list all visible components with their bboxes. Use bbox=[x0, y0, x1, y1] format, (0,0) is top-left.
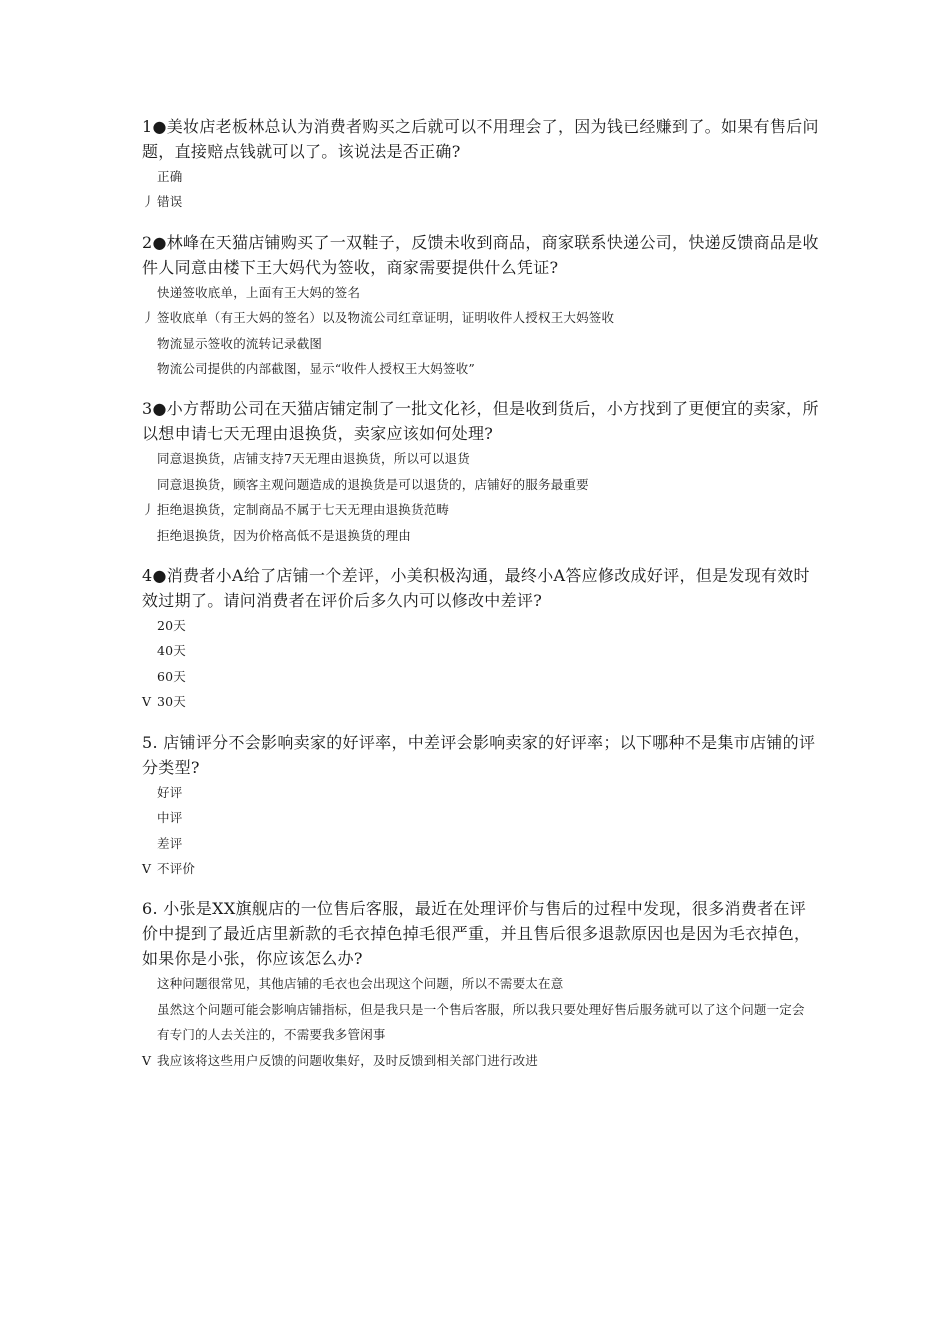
question-text: 4●消费者小A给了店铺一个差评，小美积极沟通，最终小A答应修改成好评，但是发现有效时效过期了。请问消费者在评价后多久内可以修改中差评? bbox=[142, 566, 810, 611]
option-label: 虽然这个问题可能会影响店铺指标，但是我只是一个售后客服，所以我只要处理好售后服务就可以了这个问题一定会有专门的人去关注的，不需要我多管闲事 bbox=[157, 1001, 805, 1043]
option-item bbox=[142, 446, 822, 471]
option-list bbox=[142, 164, 822, 215]
option-label: 物流公司提供的内部截图，显示“收件人授权王大妈签收” bbox=[157, 361, 475, 377]
option-item bbox=[142, 971, 822, 996]
option-label: 好评 bbox=[157, 784, 183, 800]
question-6 bbox=[142, 896, 822, 1073]
option-item bbox=[142, 856, 822, 881]
option-item bbox=[142, 331, 822, 356]
option-label: 正确 bbox=[157, 169, 183, 184]
option-label: 不评价 bbox=[157, 860, 196, 876]
answer-mark: 丿 bbox=[142, 310, 155, 326]
option-label: 错误 bbox=[157, 194, 183, 210]
option-item bbox=[142, 689, 822, 714]
option-label: 这种问题很常见，其他店铺的毛衣也会出现这个问题，所以不需要太在意 bbox=[157, 976, 564, 992]
question-text: 6. 小张是XX旗舰店的一位售后客服，最近在处理评价与售后的过程中发现，很多消费者在评价中提到了最近店里新款的毛衣掉色掉毛很严重，并且售后很多退款原因也是因为毛衣掉色，如果你是小张，你应该怎么办? bbox=[142, 899, 811, 969]
question-3 bbox=[142, 396, 822, 548]
option-list bbox=[142, 613, 822, 715]
question-2 bbox=[142, 230, 822, 382]
option-list bbox=[142, 446, 822, 548]
option-item bbox=[142, 638, 822, 663]
question-1 bbox=[142, 114, 822, 215]
option-item bbox=[142, 472, 822, 497]
option-label: 物流显示签收的流转记录截图 bbox=[157, 335, 323, 351]
option-label: 同意退换货，顾客主观问题造成的退换货是可以退货的，店铺好的服务最重要 bbox=[157, 476, 589, 492]
option-list bbox=[142, 280, 822, 382]
option-item bbox=[142, 497, 822, 522]
option-item bbox=[142, 1048, 822, 1073]
question-text: 3●小方帮助公司在天猫店铺定制了一批文化衫，但是收到货后，小方找到了更便宜的卖家，所以想申请七天无理由退换货，卖家应该如何处理? bbox=[142, 399, 819, 444]
answer-mark: V bbox=[142, 694, 152, 710]
question-4 bbox=[142, 563, 822, 715]
option-item bbox=[142, 613, 822, 638]
option-label: 30天 bbox=[157, 694, 187, 710]
option-label: 我应该将这些用户反馈的问题收集好，及时反馈到相关部门进行改进 bbox=[157, 1052, 539, 1068]
question-text: 1●美妆店老板林总认为消费者购买之后就可以不用理会了，因为钱已经赚到了。如果有售后问题，直接赔点钱就可以了。该说法是否正确? bbox=[142, 117, 819, 161]
option-item bbox=[142, 280, 822, 305]
option-label: 签收底单（有王大妈的签名）以及物流公司红章证明，证明收件人授权王大妈签收 bbox=[157, 310, 615, 326]
question-5 bbox=[142, 730, 822, 882]
answer-mark: 丿 bbox=[142, 194, 155, 210]
question-text: 2●林峰在天猫店铺购买了一双鞋子，反馈未收到商品，商家联系快递公司，快递反馈商品是收件人同意由楼下王大妈代为签收，商家需要提供什么凭证? bbox=[142, 232, 819, 277]
option-item bbox=[142, 831, 822, 856]
option-label: 差评 bbox=[157, 835, 183, 851]
option-item bbox=[142, 305, 822, 330]
option-item bbox=[142, 997, 809, 1048]
option-label: 快递签收底单，上面有王大妈的签名 bbox=[157, 284, 361, 300]
option-label: 同意退换货，店铺支持7天无理由退换货，所以可以退货 bbox=[157, 451, 470, 467]
option-list bbox=[142, 780, 822, 882]
option-item bbox=[142, 805, 822, 830]
answer-mark: V bbox=[142, 860, 152, 876]
option-list bbox=[142, 971, 822, 1073]
option-label: 拒绝退换货，因为价格高低不是退换货的理由 bbox=[157, 527, 412, 543]
option-item bbox=[142, 780, 822, 805]
option-item bbox=[142, 189, 822, 214]
option-item bbox=[142, 664, 822, 689]
option-item bbox=[142, 164, 822, 189]
answer-mark: V bbox=[142, 1052, 152, 1068]
option-label: 40天 bbox=[157, 643, 187, 659]
quiz-content bbox=[142, 114, 822, 1088]
option-label: 20天 bbox=[157, 618, 187, 634]
option-label: 拒绝退换货，定制商品不属于七天无理由退换货范畴 bbox=[157, 502, 450, 518]
option-label: 中评 bbox=[157, 810, 183, 826]
option-label: 60天 bbox=[157, 668, 187, 684]
answer-mark: 丿 bbox=[142, 502, 155, 518]
option-item bbox=[142, 523, 822, 548]
question-text: 5. 店铺评分不会影响卖家的好评率，中差评会影响卖家的好评率；以下哪种不是集市店铺的评分类型? bbox=[142, 732, 816, 777]
option-item bbox=[142, 356, 822, 381]
